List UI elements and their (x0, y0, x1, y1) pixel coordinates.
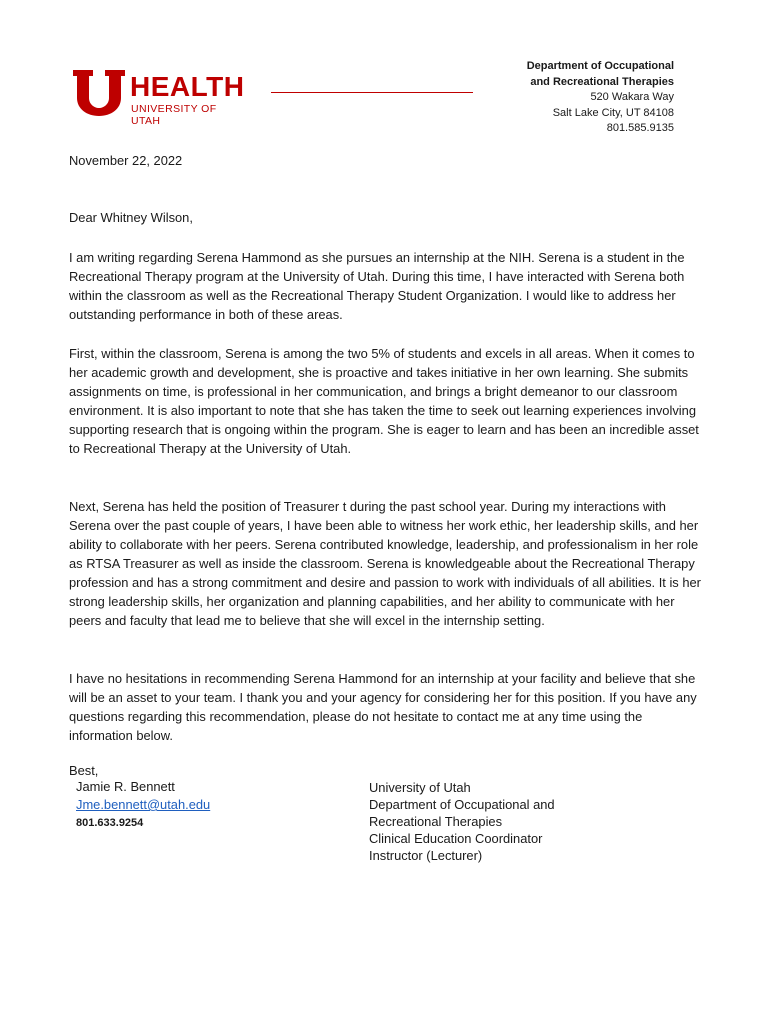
affiliation-dept-line2: Recreational Therapies (369, 814, 503, 829)
signature-contact (76, 778, 210, 832)
closing: Best, (69, 763, 99, 778)
affiliation-org: University of Utah (369, 780, 471, 795)
signature-affiliation (369, 779, 555, 864)
logo-university-text: UNIVERSITY OF UTAH (131, 103, 217, 127)
department-address-block (527, 59, 674, 137)
signer-phone: 801.633.9254 (76, 817, 144, 829)
affiliation-dept-line1: Department of Occupational and (369, 797, 555, 812)
salutation: Dear Whitney Wilson, (69, 210, 193, 225)
logo-health-text: HEALTH (130, 71, 245, 102)
letter-date: November 22, 2022 (69, 153, 183, 168)
affiliation-title2: Instructor (Lecturer) (369, 848, 483, 863)
paragraph-2: First, within the classroom, Serena is among the two 5% of students and excels in all areas. When it comes to her academic growth and development, she is proactive and takes initiative in her own learning. She submits assignments on time, is professional in her communication, and brings a bright demeanor to our classroom environment. It is also important to note that she has taken the time to seek out learning experiences involving supporting research that is ongoing within the program. She is eager to learn and has been an incredible asset to Recreational Therapy at the University of Utah. (69, 346, 699, 456)
paragraph-1: I am writing regarding Serena Hammond as she pursues an internship at the NIH. Serena is a student in the Recreational Therapy program at the University of Utah. During this time, I have interacted with Serena both within the classroom as well as the Recreational Therapy Student Organization. I would like to address her outstanding performance in both of these areas. (69, 250, 685, 322)
university-of-utah-health-logo (73, 70, 245, 127)
address-city: Salt Lake City, UT 84108 (552, 106, 674, 119)
paragraph-4: I have no hesitations in recommending Serena Hammond for an internship at your facility and believe that she will be an asset to your team. I thank you and your agency for considering her for this position. If you have any questions regarding this recommendation, please do not hesitate to contact me at any time using the information below. (69, 671, 697, 743)
dept-name-line1: Department of Occupational (526, 60, 674, 72)
paragraph-3: Next, Serena has held the position of Treasurer t during the past school year. During my interactions with Serena over the past couple of years, I have been able to witness her work ethic, her leadership skills, and her ability to collaborate with her peers. Serena contributed knowledge, leadership, and professionalism in her role as RTSA Treasurer as well as inside the classroom. Serena is knowledgeable about the Recreational Therapy profession and has a strong commitment and desire and passion to work with individuals of all abilities. It is her strong leadership skills, her organization and planning capabilities, and her ability to communicate with her peers and faculty that lead me to believe that she will excel in the internship setting. (69, 499, 701, 628)
dept-name-line2: and Recreational Therapies (530, 75, 674, 88)
header-divider (271, 92, 473, 93)
dept-phone: 801.585.9135 (606, 122, 674, 134)
signer-name: Jamie R. Bennett (76, 779, 175, 794)
address-street: 520 Wakara Way (590, 91, 674, 103)
affiliation-title1: Clinical Education Coordinator (369, 831, 543, 846)
signer-email-link[interactable]: Jme.bennett@utah.edu (76, 797, 211, 812)
block-u-logo-icon (73, 70, 125, 116)
